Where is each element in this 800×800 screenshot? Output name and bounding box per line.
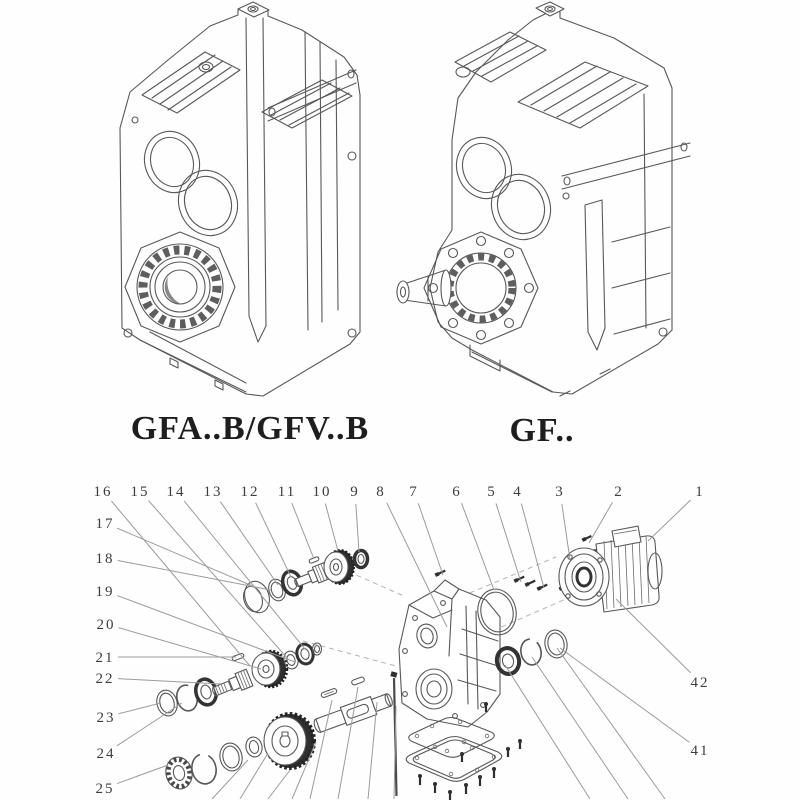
part-number-42: 42 bbox=[690, 675, 710, 691]
input-shaft-group bbox=[240, 550, 367, 616]
leader-line-16 bbox=[111, 501, 250, 666]
seal-ring bbox=[154, 688, 180, 718]
cooling-ribs bbox=[142, 52, 240, 113]
cutoff-leader-line-0 bbox=[212, 760, 248, 799]
part-number-7: 7 bbox=[409, 484, 419, 500]
part-number-16: 16 bbox=[93, 484, 113, 500]
part-number-8: 8 bbox=[376, 484, 386, 500]
part-number-9: 9 bbox=[350, 484, 360, 500]
cutoff-leader-line-2 bbox=[268, 770, 290, 799]
output-shaft-group bbox=[163, 671, 397, 796]
intermediate-shaft-group bbox=[154, 642, 322, 718]
key bbox=[309, 556, 320, 563]
leader-line-13 bbox=[220, 502, 278, 585]
gear-bores bbox=[448, 130, 560, 248]
part-number-19: 19 bbox=[95, 584, 115, 600]
gearbox-drawing-gfab-gfvb bbox=[120, 2, 360, 396]
leader-line-25 bbox=[117, 765, 168, 784]
gear-bores bbox=[136, 124, 247, 244]
ball-bearing bbox=[163, 755, 195, 792]
part-number-20: 20 bbox=[96, 617, 116, 633]
leader-line-14 bbox=[184, 501, 305, 649]
output-bearing-boss bbox=[125, 232, 235, 342]
part-number-24: 24 bbox=[96, 746, 116, 762]
part-number-14: 14 bbox=[166, 484, 186, 500]
retaining-ring bbox=[313, 643, 322, 655]
leader-line-3 bbox=[562, 504, 570, 560]
cutoff-leader-line-9 bbox=[532, 657, 628, 799]
part-number-12: 12 bbox=[240, 484, 260, 500]
snap-ring bbox=[519, 637, 544, 667]
front-pillar bbox=[585, 200, 605, 350]
leader-line-42 bbox=[616, 599, 691, 673]
strap-band bbox=[562, 143, 690, 189]
output-gear-wheel bbox=[264, 714, 314, 768]
shaft-end-face bbox=[397, 281, 409, 303]
washer bbox=[244, 736, 264, 759]
leader-line-23 bbox=[119, 703, 161, 714]
model-label-gfab-gfvb: GFA..B/GFV..B bbox=[130, 410, 370, 447]
leader-line-10 bbox=[325, 504, 338, 551]
leader-line-18 bbox=[118, 560, 271, 590]
part-number-18: 18 bbox=[95, 551, 115, 567]
top-mounting-plate bbox=[238, 2, 269, 17]
part-number-25: 25 bbox=[95, 781, 115, 797]
leader-line-9 bbox=[356, 504, 359, 552]
leader-line-7 bbox=[418, 503, 443, 575]
pinion-shaft bbox=[210, 669, 253, 700]
snap-ring bbox=[189, 752, 219, 786]
part-number-3: 3 bbox=[555, 484, 565, 500]
cutoff-leader-line-1 bbox=[240, 753, 268, 799]
leader-line-1 bbox=[648, 500, 691, 541]
front-pillar bbox=[246, 18, 266, 342]
gear-wheel bbox=[324, 550, 354, 584]
leader-line-6 bbox=[462, 503, 494, 590]
leader-line-12 bbox=[256, 503, 291, 577]
leader-line-11 bbox=[292, 503, 314, 559]
output-flange-and-shaft bbox=[397, 232, 538, 344]
part-number-41: 41 bbox=[690, 743, 710, 759]
part-number-4: 4 bbox=[513, 484, 523, 500]
part-number-5: 5 bbox=[487, 484, 497, 500]
leader-line-4 bbox=[521, 504, 544, 588]
key bbox=[351, 676, 365, 685]
part-number-6: 6 bbox=[452, 484, 462, 500]
motor-flange bbox=[559, 548, 609, 606]
lock-nut bbox=[355, 551, 368, 568]
part-number-17: 17 bbox=[95, 516, 115, 532]
part-number-21: 21 bbox=[95, 650, 115, 666]
part-number-10: 10 bbox=[312, 484, 332, 500]
part-number-22: 22 bbox=[95, 671, 115, 687]
exploded-parts-diagram bbox=[94, 484, 710, 800]
leader-line-5 bbox=[496, 503, 521, 582]
leader-line-41 bbox=[560, 648, 689, 742]
clamp-bolt bbox=[390, 671, 397, 796]
part-number-23: 23 bbox=[96, 710, 116, 726]
leader-line-20 bbox=[118, 628, 261, 669]
key bbox=[321, 688, 338, 698]
model-label-gf: GF.. bbox=[509, 412, 575, 449]
leader-line-24 bbox=[117, 703, 182, 746]
part-number-2: 2 bbox=[614, 484, 624, 500]
gearbox-drawing-gf bbox=[397, 2, 690, 396]
motor-assembly bbox=[559, 526, 662, 612]
leader-line-17 bbox=[117, 528, 255, 587]
part-number-11: 11 bbox=[277, 484, 297, 500]
part-number-13: 13 bbox=[203, 484, 223, 500]
cutoff-leader-line-8 bbox=[505, 665, 590, 799]
cutoff-leader-line-10 bbox=[557, 648, 665, 799]
cooling-ribs bbox=[518, 62, 648, 128]
part-number-15: 15 bbox=[130, 484, 150, 500]
shaft-bore-shadow bbox=[165, 277, 181, 304]
leader-line-2 bbox=[589, 502, 613, 543]
part-number-1: 1 bbox=[695, 484, 705, 500]
cutoff-leader-line-5 bbox=[338, 687, 358, 799]
